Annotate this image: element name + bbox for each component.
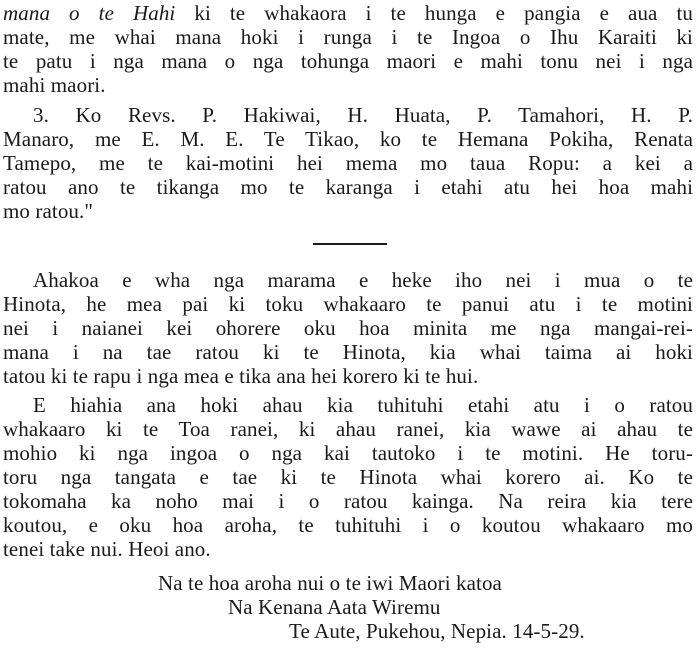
section-divider (313, 243, 387, 245)
letter-p1-line-2: Hinota, he mea pai ki toku whakaaro te panui atu i te motini (3, 292, 693, 316)
letter-p1-line-3: nei i naianei kei ohorere oku hoa minita me nga mangai-rei- (3, 316, 693, 340)
signature-closing: Na te hoa aroha nui o te iwi Maori katoa (158, 571, 502, 595)
letter-p2-line-7: tenei take nui. Heoi ano. (3, 537, 211, 561)
letter-p2-line-4: toru nga tangata e tae ki te Hinota whai korero ai. Ko te (3, 465, 693, 489)
letter-p2-line-5: tokomaha ka noho mai i o ratou kainga. Na reira kia tere (3, 489, 693, 513)
quote-line-1-rest: ki te whakaora i te hunga e pangia e aua tu (175, 1, 693, 25)
quote-item3-line-1: 3. Ko Revs. P. Hakiwai, H. Huata, P. Tamahori, H. P. (33, 103, 693, 127)
letter-p1-line-4: mana i na tae ratou ki te Hinota, kia whai taima ai hoki (3, 340, 693, 364)
quote-line-4: mahi maori. (3, 73, 106, 97)
letter-p1-line-1: Ahakoa e wha nga marama e heke iho nei i mua o te (33, 268, 693, 292)
letter-p2-line-3: mohio ki nga ingoa o nga kai tautoko i te motini. He toru- (3, 441, 693, 465)
letter-p2-line-6: koutou, e oku hoa aroha, te tuhituhi i o koutou whakaaro mo (3, 513, 693, 537)
quote-italic-phrase: mana o te Hahi (3, 1, 176, 25)
letter-p1-line-5: tatou ki te rapu i nga mea e tika ana hei korero ki te hui. (3, 364, 479, 388)
quote-line-3: te patu i nga mana o nga tohunga maori e mahi tonu nei i nga (3, 49, 693, 73)
quote-line-1 (3, 2, 693, 24)
signature-name: Na Kenana Aata Wiremu (228, 595, 441, 619)
letter-p2-line-1: E hiahia ana hoki ahau kia tuhituhi etahi atu i o ratou (33, 393, 693, 417)
signature-place-date: Te Aute, Pukehou, Nepia. 14-5-29. (289, 619, 585, 643)
quote-item3-line-5: mo ratou." (3, 199, 94, 223)
quote-line-2: mate, me whai mana hoki i runga i te Ingoa o Ihu Karaiti ki (3, 25, 693, 49)
quote-item3-line-4: ratou ano te tikanga mo te karanga i etahi atu hei hoa mahi (3, 175, 693, 199)
letter-p2-line-2: whakaaro ki te Toa ranei, ki ahau ranei, kia wawe ai ahau te (3, 417, 693, 441)
quote-item3-line-2: Manaro, me E. M. E. Te Tikao, ko te Hemana Pokiha, Renata (3, 127, 693, 151)
quote-item3-line-3: Tamepo, me te kai-motini hei mema mo taua Ropu: a kei a (3, 151, 693, 175)
